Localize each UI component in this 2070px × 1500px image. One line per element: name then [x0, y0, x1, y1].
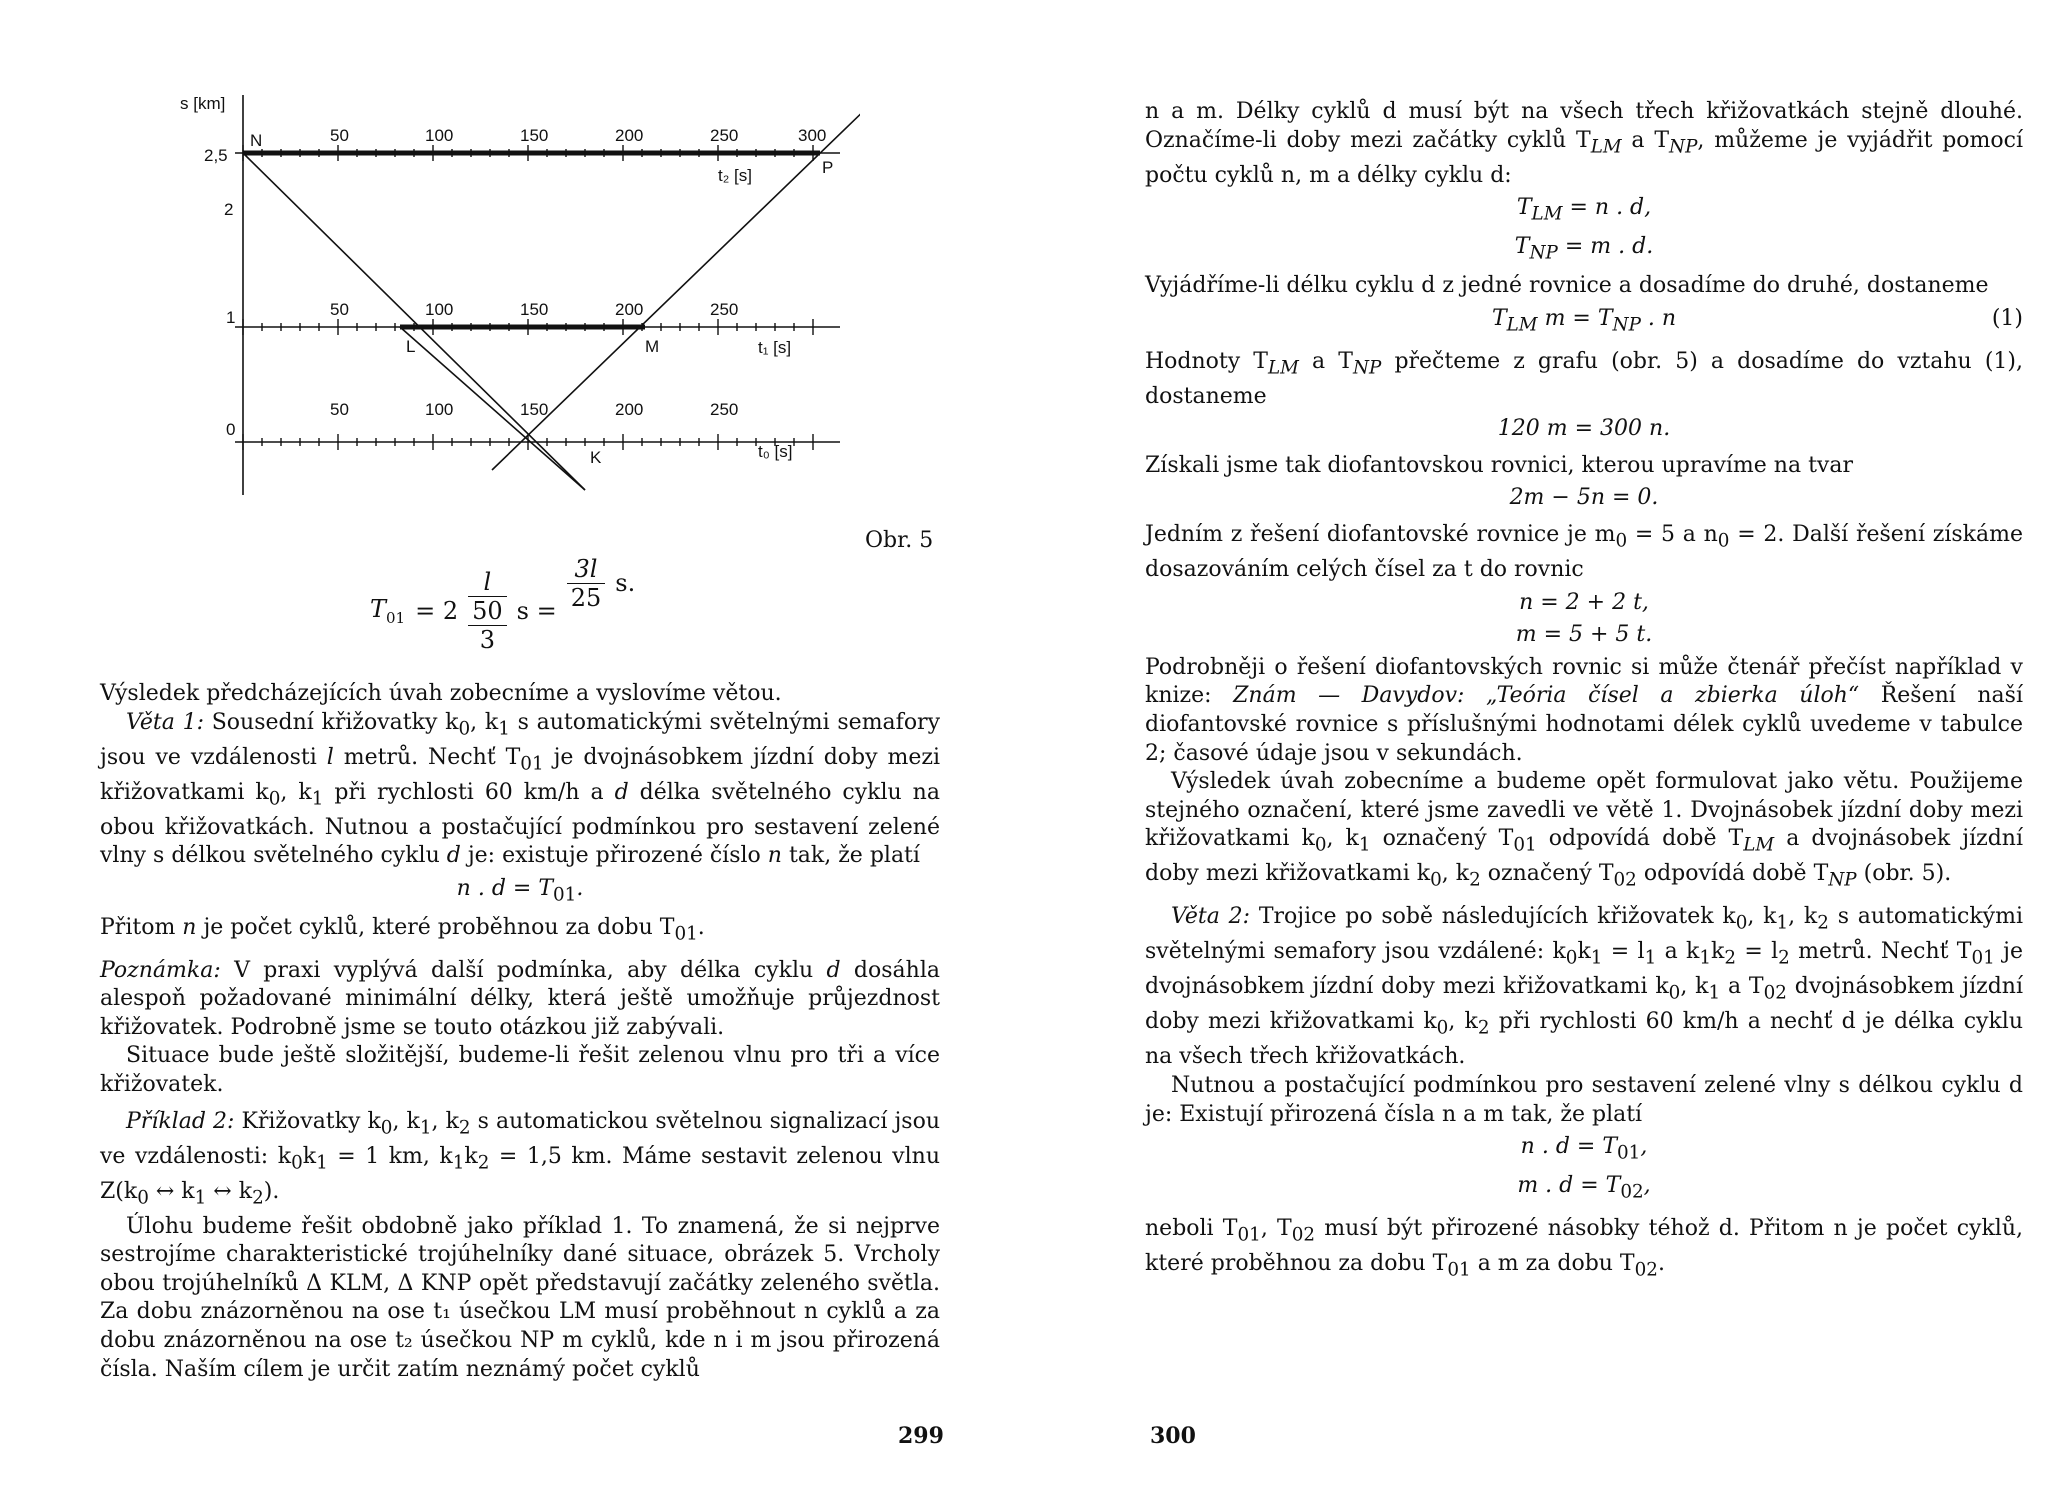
formula-lhs-sub: 01 [386, 608, 406, 627]
equation-120m: 120 m = 300 n. [1497, 416, 1671, 442]
equation-TLM: $T_{LM} = n$ . d, [1516, 195, 1652, 225]
equation-1: $T_{LM}$ $m = T_{NP}$ . n (1) [1491, 305, 2023, 336]
paragraph-nutnou: Nutnou a postačující podmínkou pro sestavení zelené vlny s délkou cyklu d je: Existují přirozená čísla n a m tak, že platí [1145, 1072, 2023, 1127]
point-P-label: P [822, 158, 834, 177]
t1-axis-label: t₁ [s] [758, 338, 792, 357]
paragraph-hodnoty: Hodnoty $T_{LM}$ a $T_{NP}$ přečteme z grafu (obr. 5) a dosadíme do vztahu (1), dostaneme [1145, 348, 2023, 409]
formula-frac1 [468, 568, 507, 654]
formula-T01 [370, 554, 636, 654]
figure-5-diagram [180, 95, 860, 515]
paragraph-vyjadrime: Vyjádříme-li délku cyklu d z jedné rovnice a dosadíme do druhé, dostaneme [1145, 273, 1989, 299]
y-tick-1: 1 [226, 308, 236, 327]
right-page [1035, 0, 2070, 1500]
t0-tick: 100 [425, 400, 454, 419]
page-number-left: 299 [898, 1423, 944, 1449]
t1-tick: 50 [330, 300, 349, 319]
formula-lhs: T [370, 595, 387, 624]
left-text-body [100, 680, 940, 1384]
paragraph-situace: Situace bude ještě složitější, budeme-li řešit zelenou vlnu pro tři a více křižovatek. [100, 1043, 940, 1098]
equation-n: n = 2 + 2 t, [1519, 589, 1649, 615]
paragraph-podrobneji: Podrobněji o řešení diofantovských rovnic si může čtenář přečíst například v knize: Znám — Davydov: „Teória čísel a zbierka úloh“ Řešení naší diofantovské rovnice s příslušnými hodnotami délek cyklů uvedeme v tabulce 2; časové údaje jsou v sekundách. [1145, 654, 2023, 766]
equation-2m-5n: 2m − 5n = 0. [1509, 485, 1659, 511]
frac2-den: 25 [570, 583, 602, 612]
t1-tick: 150 [520, 300, 549, 319]
t2-tick: 150 [520, 126, 549, 145]
t2-tick: 300 [798, 126, 827, 145]
y-tick-2-5: 2,5 [204, 146, 228, 165]
t2-tick: 200 [615, 126, 644, 145]
paragraph-vysledek: Výsledek úvah zobecníme a budeme opět formulovat jako větu. Použijeme stejného označení, které jsme zavedli ve větě 1. Dvojnásobek jízdní doby mezi křižovatkami $k_0$, $k_1$ označený $T_{01}$ odpovídá době $T_{LM}$ a dvojnásobek jízdní doby mezi křižovatkami $k_0$, $k_2$ označený $T_{02}$ odpovídá době $T_{NP}$ (obr. 5). [1145, 769, 2023, 891]
formula-unit2: s. [615, 569, 636, 597]
paragraph-pritom: Přitom n je počet cyklů, které proběhnou za dobu $T_{01}$. [100, 914, 705, 945]
paragraph-ziskali: Získali jsme tak diofantovskou rovnici, kterou upravíme na tvar [1145, 452, 1853, 478]
formula-frac2 [567, 555, 606, 612]
equation-1-number: (1) [1991, 305, 2023, 331]
equation-nd-T01-right: n . $d = T_{01}$, [1520, 1134, 1648, 1164]
t2-tick: 100 [425, 126, 454, 145]
t1-tick: 100 [425, 300, 454, 319]
equation-md-T02: m . $d = T_{02}$, [1517, 1173, 1651, 1203]
t0-tick: 150 [520, 400, 549, 419]
frac1-num: l [468, 568, 507, 597]
theorem-1: Věta 1: Sousední křižovatky $k_0$, $k_1$ s automatickými světelnými semafory jsou ve vzdálenosti l metrů. Nechť $T_{01}$ je dvojnásobkem jízdní doby mezi křižovatkami $k_0$, $k_1$ při rychlosti 60 km/h a d délka světelného cyklu na obou křižovatkách. Nutnou a postačující podmínkou pro sestavení zelené vlny s délkou světelného cyklu d je: existuje přirozené číslo n tak, že platí [100, 709, 941, 869]
t1-tick: 200 [615, 300, 644, 319]
t0-tick: 50 [330, 400, 349, 419]
t2-tick: 250 [710, 126, 739, 145]
point-N-label: N [250, 131, 263, 150]
point-L-label: L [406, 337, 416, 356]
t0-tick: 200 [615, 400, 644, 419]
paragraph-uloha: Úlohu budeme řešit obdobně jako příklad 1. To znamená, že si nejprve sestrojíme charakteristické trojúhelníky dané situace, obrázek 5. Vrcholy obou trojúhelníků Δ KLM, Δ KNP opět představují začátky zeleného světla. Za dobu znázorněnou na ose t₁ úsečkou LM musí proběhnout n cyklů a za dobu znázorněnou na ose t₂ úsečkou NP m cyklů, kde n i m jsou přirozená čísla. Naším cílem je určit zatím neznámý počet cyklů [100, 1213, 940, 1382]
t0-tick: 250 [710, 400, 739, 419]
figure-caption: Obr. 5 [865, 528, 934, 553]
paragraph-jednim: Jedním z řešení diofantovské rovnice je $m_0 = 5$ a $n_0 = 2$. Další řešení získáme dosazováním celých čísel za t do rovnic [1145, 522, 2023, 583]
paragraph-continued: n a m. Délky cyklů d musí být na všech třech křižovatkách stejně dlouhé. Označíme-li doby mezi začátky cyklů $T_{LM}$ a $T_{NP}$, můžeme je vyjádřit pomocí počtu cyklů n, m a délky cyklu d: [1145, 99, 2023, 188]
t1-tick: 250 [710, 300, 739, 319]
equation-nd-T01: n . $d = T_{01}$. [456, 875, 584, 906]
frac2-num: 3l [567, 555, 606, 584]
paragraph-neboli: neboli $T_{01}$, $T_{02}$ musí být přirozené násobky téhož d. Přitom n je počet cyklů, které proběhnou za dobu $T_{01}$ a m za dobu $T_{02}$. [1145, 1216, 2023, 1281]
frac1-den-den: 3 [479, 626, 496, 654]
y-tick-0: 0 [226, 420, 236, 439]
right-text-body [1145, 98, 2023, 1285]
t0-axis-label: t₀ [s] [758, 442, 793, 461]
t2-tick: 50 [330, 126, 349, 145]
point-K-label: K [590, 448, 602, 467]
point-M-label: M [645, 337, 660, 356]
equation-m: m = 5 + 5 t. [1515, 622, 1653, 648]
example-2: Příklad 2: Křižovatky $k_0$, $k_1$, $k_2$ s automatickou světelnou signalizací jsou ve vzdálenosti: $k_0k_1 = 1$ km, $k_1k_2 = 1,5$ km. Máme sestavit zelenou vlnu $Z(k_0$ ↔ $k_1$ ↔ $k_2$). [100, 1108, 941, 1209]
frac1-den-num: 50 [468, 597, 507, 626]
page-number-right: 300 [1150, 1423, 1196, 1449]
note-poznamka: Poznámka: V praxi vyplývá další podmínka, aby délka cyklu d dosáhla alespoň požadované minimální délky, která ještě umožňuje průjezdnost křižovatek. Podrobně jsme se touto otázkou již zabývali. [100, 957, 940, 1040]
theorem-1-label: Věta 1: [126, 709, 204, 735]
formula-eq1: = 2 [415, 597, 459, 625]
formula-unit1: s = [516, 597, 557, 625]
t2-axis-label: t₂ [s] [718, 166, 752, 185]
equation-TNP: $T_{NP} = m$ . d. [1514, 234, 1654, 264]
paragraph-intro: Výsledek předcházejících úvah zobecníme a vyslovíme větou. [100, 681, 782, 706]
y-axis-label: s [km] [180, 95, 226, 113]
theorem-2: Věta 2: Trojice po sobě následujících křižovatek $k_0$, $k_1$, $k_2$ s automatickými světelnými semafory jsou vzdálené: $k_0k_1 = l_1$ a $k_1k_2 = l_2$ metrů. Nechť $T_{01}$ je dvojnásobkem jízdní doby mezi křižovatkami $k_0$, $k_1$ a $T_{02}$ dvojnásobkem jízdní doby mezi křižovatkami $k_0$, $k_2$ při rychlosti 60 km/h a nechť d je délka cyklu na všech třech křižovatkách. [1145, 904, 2024, 1070]
y-tick-2: 2 [224, 200, 234, 219]
